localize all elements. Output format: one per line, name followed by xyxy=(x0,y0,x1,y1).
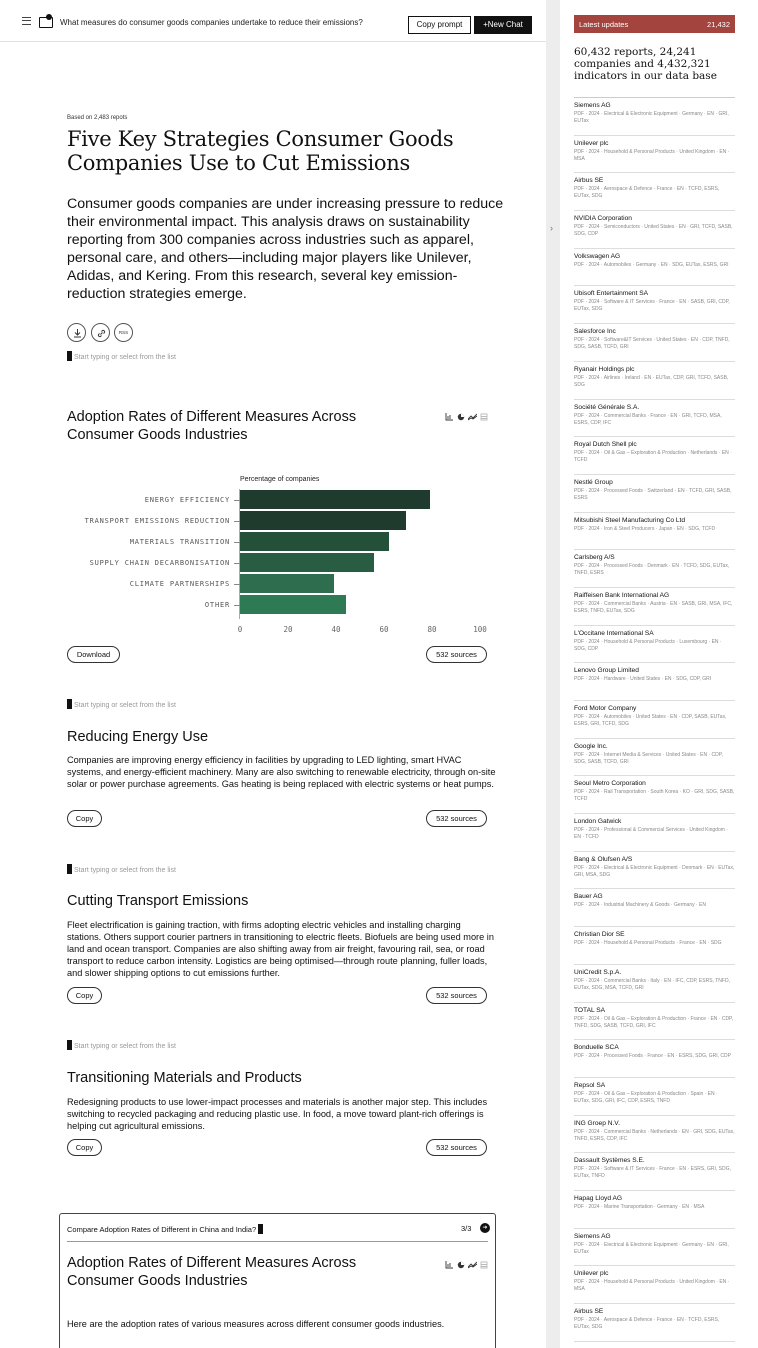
report-company-name: Siemens AG xyxy=(574,1232,611,1240)
report-meta: PDF · 2024 · Processed Foods · Denmark · EN · TCFD, SDG, EUTax, TNFD, ESRS xyxy=(574,563,730,577)
x-tick-label: 0 xyxy=(237,625,243,634)
based-on-label: Based on 2,483 repots xyxy=(67,115,128,121)
list-item[interactable] xyxy=(574,739,735,777)
report-meta: PDF · 2024 · Household & Personal Products · France · EN · SDG xyxy=(574,940,722,947)
report-meta: PDF · 2024 · Processed Foods · France · EN · ESRS, SDG, GRI, CDP xyxy=(574,1053,731,1060)
report-meta: PDF · 2024 · Software & IT Services · France · EN · SASB, GRI, CDP, EUTax, SDG xyxy=(574,299,730,313)
report-company-name: L'Occitane International SA xyxy=(574,629,654,637)
line-chart-icon[interactable] xyxy=(468,1256,477,1274)
copy-button[interactable]: Copy xyxy=(67,1139,102,1156)
section-body: Redesigning products to use lower-impact processes and materials is another major step. This includes switching to recycled packaging and reducing plastic use. In food, a move toward plant-rich offerings is helping cut agricultural emissions. xyxy=(67,1097,488,1131)
list-item[interactable] xyxy=(574,211,735,249)
cursor-caret xyxy=(67,699,72,709)
list-item[interactable] xyxy=(574,249,735,287)
list-item[interactable] xyxy=(574,814,735,852)
list-item[interactable] xyxy=(574,1040,735,1078)
prompt-input[interactable] xyxy=(67,699,176,709)
bar-chart-icon[interactable] xyxy=(445,1256,453,1274)
x-tick-label: 20 xyxy=(283,625,293,634)
list-item[interactable] xyxy=(574,701,735,739)
report-list xyxy=(574,98,735,1342)
latest-updates-count: 21,432 xyxy=(707,20,730,29)
chart-title: Percentage of companies xyxy=(240,476,320,483)
download-icon[interactable] xyxy=(67,323,86,342)
list-item[interactable] xyxy=(574,1304,735,1342)
panel-divider[interactable] xyxy=(546,0,560,1348)
section-title: Cutting Transport Emissions xyxy=(67,893,249,909)
report-meta: PDF · 2024 · Oil & Gas – Exploration & Production · France · EN · CDP, TNFD, SDG, SASB, TCFD, GRI, IFC xyxy=(574,1015,734,1029)
report-company-name: TOTAL SA xyxy=(574,1006,606,1014)
bar[interactable] xyxy=(240,574,334,593)
x-tick-label: 60 xyxy=(379,625,389,634)
prompt-placeholder: Start typing or select from the list xyxy=(74,354,176,361)
table-icon[interactable] xyxy=(480,1256,488,1274)
rss-icon[interactable]: RSS xyxy=(114,323,133,342)
list-item[interactable] xyxy=(574,437,735,475)
x-tick-label: 80 xyxy=(427,625,437,634)
chart-section-title: Adoption Rates of Different Measures Across Consumer Goods Industries xyxy=(67,409,357,443)
category-label: MATERIALS TRANSITION xyxy=(129,538,230,546)
report-meta: PDF · 2024 · Household & Personal Products · Luxembourg · EN · SDG, CDP xyxy=(574,638,722,652)
followup-card xyxy=(59,1213,496,1348)
cursor-caret xyxy=(67,1040,72,1050)
report-company-name: Raiffeisen Bank International AG xyxy=(574,591,670,599)
list-item[interactable] xyxy=(574,550,735,588)
report-company-name: Salesforce Inc xyxy=(574,328,616,336)
report-meta: PDF · 2024 · Commercial Banks · Netherlands · EN · GRI, SDG, EUTax, TNFD, ESRS, CDP, IFC xyxy=(574,1128,735,1142)
cursor-caret xyxy=(67,864,72,874)
list-item[interactable] xyxy=(574,1153,735,1191)
report-company-name: UniCredit S.p.A. xyxy=(574,968,622,976)
list-item[interactable] xyxy=(574,173,735,211)
bar-chart-icon[interactable] xyxy=(445,408,453,416)
latest-updates-header xyxy=(574,15,735,33)
list-item[interactable] xyxy=(574,286,735,324)
report-company-name: Volkswagen AG xyxy=(574,252,621,260)
chart-toolbar xyxy=(445,1256,490,1266)
report-company-name: Seoul Metro Corporation xyxy=(574,780,646,788)
followup-title: Adoption Rates of Different Measures Across Consumer Goods Industries xyxy=(67,1255,357,1289)
report-meta: PDF · 2024 · Hardware · United States · EN · SDG, CDP, GRI xyxy=(574,676,712,683)
report-company-name: Bauer AG xyxy=(574,893,603,901)
cursor-caret xyxy=(258,1224,263,1234)
page-counter: 3/3 xyxy=(461,1224,472,1233)
prompt-placeholder: Start typing or select from the list xyxy=(74,702,176,709)
prompt-input[interactable] xyxy=(67,1040,176,1050)
list-item[interactable] xyxy=(574,1078,735,1116)
list-item[interactable] xyxy=(574,136,735,174)
download-button[interactable]: Download xyxy=(67,646,120,663)
copy-button[interactable]: Copy xyxy=(67,987,102,1004)
prompt-placeholder: Start typing or select from the list xyxy=(74,1043,176,1050)
report-meta: PDF · 2024 · Household & Personal Products · United Kingdom · EN · MSA xyxy=(574,1279,730,1293)
report-company-name: Bonduelle SCA xyxy=(574,1044,619,1052)
report-meta: PDF · 2024 · Aerospace & Defence · France · EN · TCFD, ESRS, EUTax, SDG xyxy=(574,1317,720,1330)
list-item[interactable] xyxy=(574,1191,735,1229)
category-label: ENERGY EFFICIENCY xyxy=(144,496,230,504)
bar[interactable] xyxy=(240,553,374,572)
cursor-caret xyxy=(67,351,72,361)
bar[interactable] xyxy=(240,532,389,551)
report-meta: PDF · 2024 · Internet Media & Services · United States · EN · CDP, SDG, SASB, TCFD, GRI xyxy=(574,751,723,765)
question-title: What measures do consumer goods companies undertake to reduce their emissions? xyxy=(60,18,363,27)
list-item[interactable] xyxy=(574,927,735,965)
database-summary: 60,432 reports, 24,241 companies and 4,432,321 indicators in our data base xyxy=(574,46,717,82)
list-item[interactable] xyxy=(574,663,735,701)
list-item[interactable] xyxy=(574,475,735,513)
report-company-name: Airbus SE xyxy=(574,177,604,185)
report-company-name: Unilever plc xyxy=(574,139,609,147)
pie-chart-icon[interactable] xyxy=(457,408,465,416)
report-meta: PDF · 2024 · Rail Transportation · South Korea · KO · GRI, SDG, SASB, TCFD xyxy=(574,789,735,803)
report-meta: PDF · 2024 · Electrical & Electronic Equipment · Germany · EN · GRI, EUTax xyxy=(574,1241,729,1255)
followup-question: Compare Adoption Rates of Different in China and India? xyxy=(67,1225,257,1234)
chevron-right-icon[interactable]: › xyxy=(550,223,553,233)
report-company-name: Hapag Lloyd AG xyxy=(574,1194,623,1202)
prompt-input[interactable] xyxy=(67,351,176,361)
report-company-name: Lenovo Group Limited xyxy=(574,667,639,675)
list-item[interactable] xyxy=(574,1003,735,1041)
copy-button[interactable]: Copy xyxy=(67,810,102,827)
pie-chart-icon[interactable] xyxy=(457,1256,465,1274)
report-meta: PDF · 2024 · Electrical & Electronic Equipment · Germany · EN · GRI, EUTax xyxy=(574,111,729,124)
report-meta: PDF · 2024 · Commercial Banks · Italy · EN · IFC, CDP, ESRS, TNFD, EUTax, SDG, MSA, TCFD, GRI xyxy=(574,977,730,991)
report-meta: PDF · 2024 · Iron & Steel Producers · Japan · EN · SDG, TCFD xyxy=(574,525,716,532)
report-meta: PDF · 2024 · Processed Foods · Switzerland · EN · TCFD, GRI, SASB, ESRS xyxy=(574,487,732,501)
sidebar xyxy=(560,0,758,1348)
list-item[interactable] xyxy=(574,1229,735,1267)
x-tick-label: 100 xyxy=(473,625,487,634)
list-item[interactable] xyxy=(574,1116,735,1154)
latest-updates-label: Latest updates xyxy=(579,20,629,29)
report-company-name: Repsol SA xyxy=(574,1081,606,1089)
submit-arrow-icon[interactable]: ➜ xyxy=(480,1223,490,1233)
section-title: Transitioning Materials and Products xyxy=(67,1070,302,1086)
report-meta: PDF · 2024 · Semiconductors · United States · EN · GRI, TCFD, SASB, SDG, CDP xyxy=(574,224,733,238)
list-item[interactable] xyxy=(574,1266,735,1304)
report-meta: PDF · 2024 · Marine Transportation · Germany · EN · MSA xyxy=(574,1203,705,1210)
sources-button[interactable]: 532 sources xyxy=(426,646,487,663)
report-company-name: Google Inc. xyxy=(574,742,608,750)
report-company-name: Unilever plc xyxy=(574,1270,609,1278)
report-meta: PDF · 2024 · Aerospace & Defence · France · EN · TCFD, ESRS, EUTax, SDG xyxy=(574,186,720,200)
section-body: Fleet electrification is gaining traction, with firms adopting electric vehicles and installing charging stations. Others support courier partners in transitioning to electric fleets. Biofuels are being used more in land and ocean transport. Companies are also shifting away from air freight, favouring rail, sea, or road transport to reduce carbon intensity. Logistics are being optimised—through route planning, fuller loads, and slower shipping options to cut emissions further. xyxy=(67,920,494,978)
report-meta: PDF · 2024 · Industrial Machinery & Goods · Germany · EN xyxy=(574,902,706,909)
report-meta: PDF · 2024 · Commercial Banks · France · EN · GRI, TCFD, MSA, ESRS, CDP, IFC xyxy=(574,412,722,426)
list-item[interactable] xyxy=(574,324,735,362)
report-meta: PDF · 2024 · Software&IT Services · United States · EN · CDP, TNFD, SDG, SASB, TCFD, GRI xyxy=(574,337,730,351)
chart-toolbar xyxy=(445,408,490,418)
sources-button[interactable]: 532 sources xyxy=(426,1139,487,1156)
bar[interactable] xyxy=(240,490,430,509)
report-company-name: Ubisoft Entertainment SA xyxy=(574,290,649,298)
report-meta: PDF · 2024 · Household & Personal Products · United Kingdom · EN · MSA xyxy=(574,148,730,162)
top-bar xyxy=(0,0,546,42)
report-company-name: Airbus SE xyxy=(574,1308,604,1315)
report-meta: PDF · 2024 · Airlines · Ireland · EN · EUTax, CDP, GRI, TCFD, SASB, SDG xyxy=(574,374,729,388)
list-item[interactable] xyxy=(574,588,735,626)
report-meta: PDF · 2024 · Automobiles · Germany · EN · SDG, EUTax, ESRS, GRI xyxy=(574,261,729,268)
report-company-name: ING Groep N.V. xyxy=(574,1119,620,1127)
list-item[interactable] xyxy=(574,626,735,664)
list-item[interactable] xyxy=(574,513,735,551)
logo-icon[interactable] xyxy=(39,17,53,28)
divider xyxy=(67,1241,488,1242)
intro-text: Consumer goods companies are under increasing pressure to reduce their environmental impact. This analysis draws on sustainability reporting from 300 companies across industries such as apparel, personal care, and others—including major players like Unilever, Adidas, and Kering. From this research, several key emission-reduction strategies emerge. xyxy=(67,196,504,302)
prompt-input[interactable] xyxy=(67,864,176,874)
report-company-name: Ryanair Holdings plc xyxy=(574,365,635,373)
x-tick-label: 40 xyxy=(331,625,341,634)
link-icon[interactable] xyxy=(91,323,110,342)
report-meta: PDF · 2024 · Commercial Banks · Austria · EN · SASB, GRI, MSA, IFC, ESRS, TNFD, EUTax, SDG xyxy=(574,600,733,614)
report-meta: PDF · 2024 · Software & IT Services · France · EN · ESRS, GRI, SDG, EUTax, TNFD xyxy=(574,1166,731,1180)
category-label: SUPPLY CHAIN DECARBONISATION xyxy=(89,559,230,567)
report-meta: PDF · 2024 · Oil & Gas – Exploration & Production · Spain · EN · EUTax, SDG, GRI, IFC, CDP, ESRS, TNFD xyxy=(574,1090,718,1104)
bar[interactable] xyxy=(240,511,406,530)
list-item[interactable] xyxy=(574,362,735,400)
list-item[interactable] xyxy=(574,776,735,814)
report-company-name: Christian Dior SE xyxy=(574,931,625,939)
menu-icon[interactable] xyxy=(22,17,31,25)
list-item[interactable] xyxy=(574,852,735,890)
report-company-name: Carlsberg A/S xyxy=(574,554,615,562)
report-company-name: Bang & Olufsen A/S xyxy=(574,855,633,863)
report-meta: PDF · 2024 · Oil & Gas – Exploration & Production · Netherlands · EN · TCFD xyxy=(574,450,732,464)
line-chart-icon[interactable] xyxy=(468,408,476,416)
category-label: TRANSPORT EMISSIONS REDUCTION xyxy=(84,517,230,525)
sources-button[interactable]: 532 sources xyxy=(426,810,487,827)
category-label: CLIMATE PARTNERSHIPS xyxy=(129,580,230,588)
report-company-name: Mitsubishi Steel Manufacturing Co Ltd xyxy=(574,516,686,524)
report-company-name: Société Générale S.A. xyxy=(574,403,640,411)
prompt-placeholder: Start typing or select from the list xyxy=(74,867,176,874)
report-meta: PDF · 2024 · Automobiles · United States · EN · CDP, SASB, EUTax, ESRS, GRI, TCFD, SDG xyxy=(574,714,727,727)
copy-prompt-button[interactable]: Copy prompt xyxy=(408,16,471,34)
section-body: Companies are improving energy efficiency in facilities by upgrading to LED lighting, smart HVAC systems, and energy-efficient machinery. Many are also switching to renewable electricity, through on-site solar or power purchase agreements. Gas heating is being replaced with electric systems or heat pumps. xyxy=(67,755,496,789)
list-item[interactable] xyxy=(574,98,735,136)
followup-body: Here are the adoption rates of various measures across different consumer goods industries. xyxy=(67,1319,445,1329)
section-title: Reducing Energy Use xyxy=(67,729,209,745)
report-company-name: Dassault Systèmes S.E. xyxy=(574,1157,645,1165)
report-company-name: Nestlé Group xyxy=(574,478,613,486)
list-item[interactable] xyxy=(574,400,735,438)
followup-input[interactable] xyxy=(67,1224,263,1234)
new-chat-button[interactable]: +New Chat xyxy=(474,16,532,34)
report-company-name: London Gatwick xyxy=(574,818,622,826)
category-label: OTHER xyxy=(204,601,230,609)
table-icon[interactable] xyxy=(480,408,488,416)
page-title: Five Key Strategies Consumer Goods Companies Use to Cut Emissions xyxy=(67,127,454,175)
report-meta: PDF · 2024 · Electrical & Electronic Equipment · Denmark · EN · EUTax, GRI, MSA, SDG xyxy=(574,864,735,878)
report-meta: PDF · 2024 · Professional & Commercial Services · United Kingdom · EN · TCFD xyxy=(574,827,728,841)
bar[interactable] xyxy=(240,595,346,614)
report-company-name: Ford Motor Company xyxy=(574,705,637,712)
report-company-name: NVIDIA Corporation xyxy=(574,215,632,223)
list-item[interactable] xyxy=(574,889,735,927)
list-item[interactable] xyxy=(574,965,735,1003)
sources-button[interactable]: 532 sources xyxy=(426,987,487,1004)
report-company-name: Siemens AG xyxy=(574,102,611,109)
report-company-name: Royal Dutch Shell plc xyxy=(574,441,637,449)
